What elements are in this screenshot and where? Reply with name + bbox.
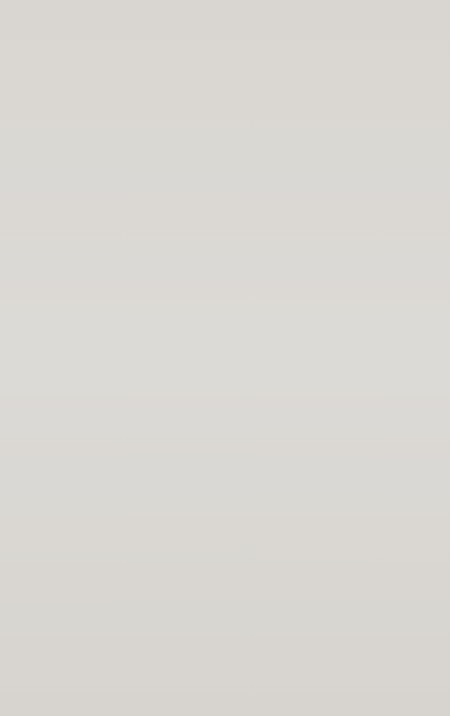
table-of-contents: [32, 38, 408, 56]
